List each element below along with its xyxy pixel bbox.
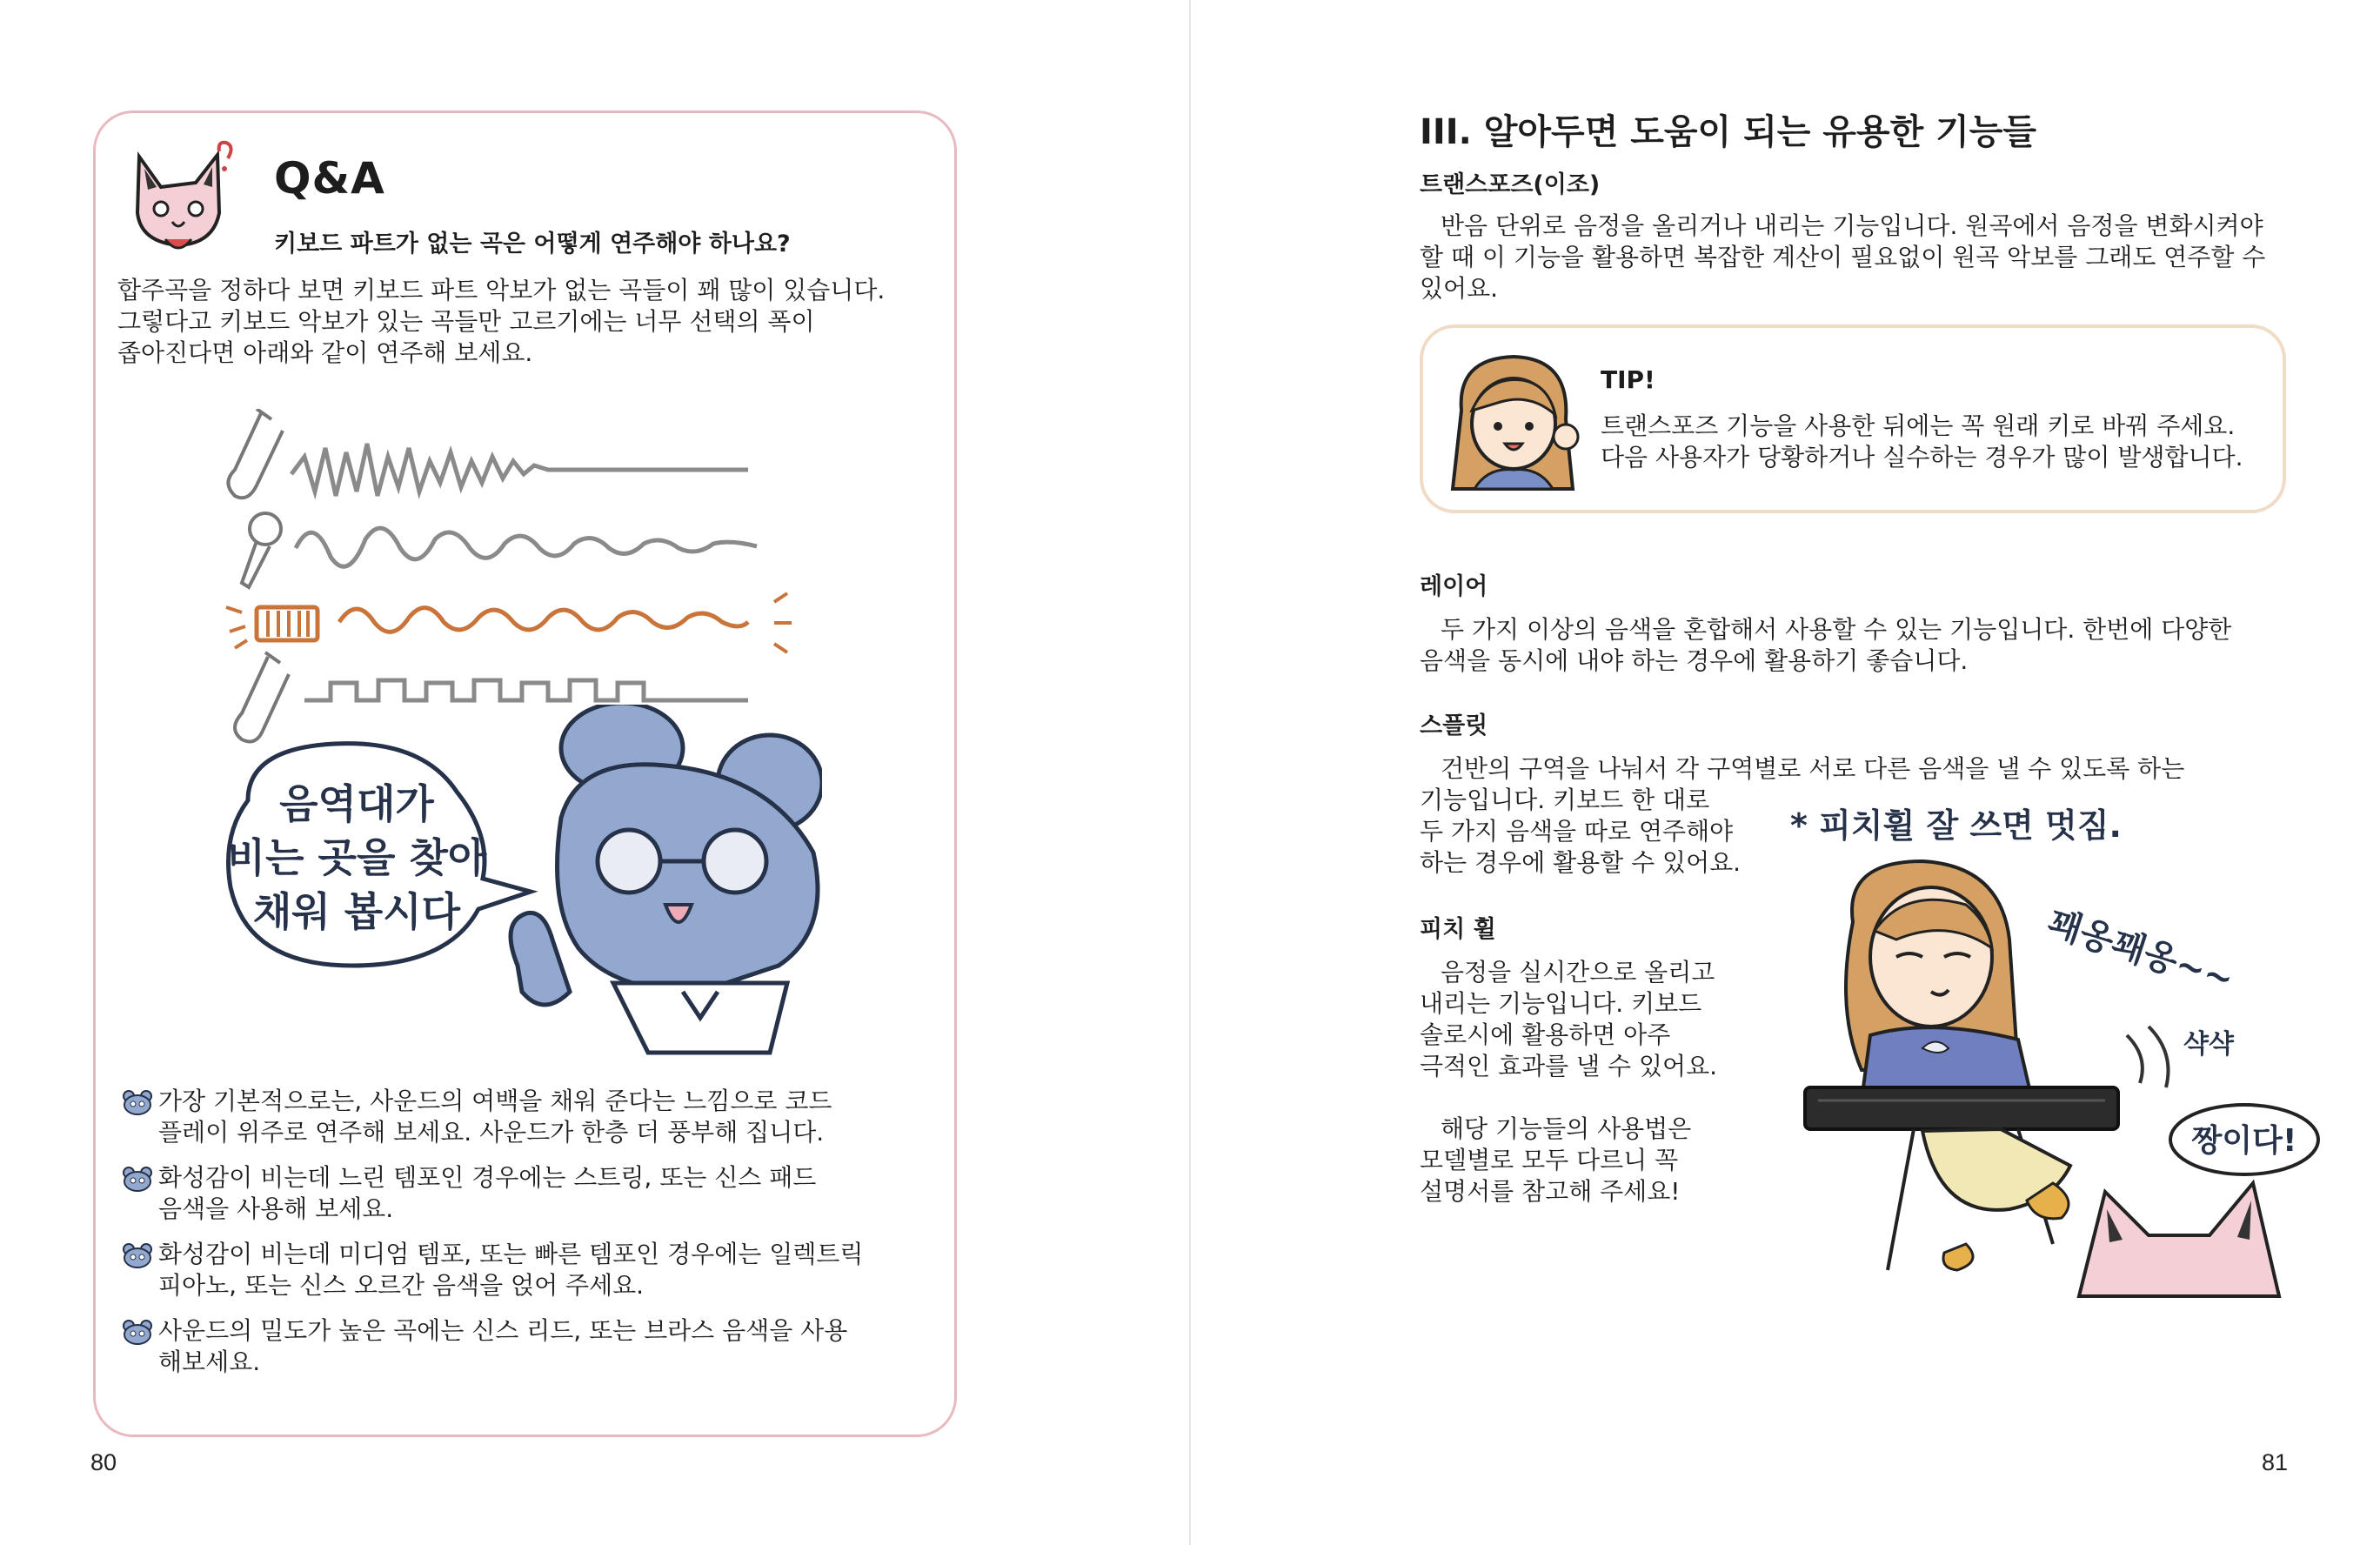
- split-line: 하는 경우에 활용할 수 있어요.: [1420, 848, 1742, 877]
- tip-line: 트랜스포즈 기능을 사용한 뒤에는 꼭 원래 키로 바꿔 주세요.: [1601, 411, 2236, 440]
- tip-line: 사운드의 밀도가 높은 곡에는 신스 리드, 또는 브라스 음색을 사용: [158, 1316, 848, 1345]
- instrument-range-illustration: [217, 409, 809, 748]
- note-line: 설명서를 참고해 주세요!: [1420, 1177, 1681, 1206]
- sound-effect-text: 샥샥: [2183, 1029, 2234, 1060]
- tip-item: [122, 1315, 931, 1378]
- bear-bullet-icon: [122, 1166, 153, 1192]
- pitch-line: 음정을 실시간으로 올리고: [1441, 958, 1715, 987]
- pitch-line: 솔로시에 활용하면 아주: [1420, 1020, 1671, 1049]
- layer-line: 두 가지 이상의 음색을 혼합해서 사용할 수 있는 기능입니다. 한번에 다양한: [1441, 615, 2232, 644]
- split-heading: 스플릿: [1420, 712, 1488, 739]
- transpose-text: [1420, 211, 2265, 304]
- girl-avatar-icon: [1435, 341, 1592, 498]
- synth-keyboard-icon: [1805, 1087, 2118, 1129]
- tip-line: 다음 사용자가 당황하거나 실수하는 경우가 많이 발생합니다.: [1601, 443, 2243, 472]
- pitch-wheel-text: [1420, 957, 1717, 1082]
- tip-item: [122, 1086, 931, 1148]
- tip-line: 음색을 사용해 보세요.: [158, 1194, 394, 1223]
- tip-item: [122, 1162, 931, 1225]
- tip-line: 피아노, 또는 신스 오르간 음색을 얹어 주세요.: [158, 1271, 645, 1300]
- tip-line: 해보세요.: [158, 1348, 261, 1376]
- intro-line: 합주곡을 정하다 보면 키보드 파트 악보가 없는 곡들이 꽤 많이 있습니다.: [117, 276, 886, 304]
- tip-text: [1601, 411, 2243, 473]
- vocal-waveform: [296, 528, 757, 566]
- bear-bullet-icon: [122, 1319, 153, 1345]
- transpose-line: 있어요.: [1420, 274, 1499, 303]
- microphone-icon: [242, 513, 281, 587]
- manual-note: [1420, 1114, 1691, 1207]
- handwritten-note: * 피치휠 잘 쓰면 멋짐.: [1790, 806, 2122, 845]
- bear-icon: [511, 705, 822, 1053]
- pitch-line: 극적인 효과를 낼 수 있어요.: [1420, 1052, 1718, 1080]
- tip-line: 플레이 위주로 연주해 보세요. 사운드가 한층 더 풍부해 집니다.: [158, 1118, 825, 1147]
- layer-heading: 레이어: [1420, 573, 1488, 600]
- sound-effect-text: 꽤옹꽤옹~~: [2042, 902, 2239, 1000]
- speech-line: 비는 곳을 찾아: [226, 834, 487, 881]
- exclaim-text: 짱이다!: [2191, 1123, 2297, 1159]
- intro-line: 그렇다고 키보드 악보가 있는 곡들만 고르기에는 너무 선택의 폭이: [117, 307, 815, 336]
- layer-text: [1420, 614, 2231, 677]
- tip-item: [122, 1239, 931, 1301]
- keyboard-icon: [226, 607, 318, 648]
- tip-line: 가장 기본적으로는, 사운드의 여백을 채워 준다는 느낌으로 코드: [158, 1087, 832, 1115]
- speech-line: 채워 봅시다: [252, 888, 461, 935]
- bear-bullet-icon: [122, 1089, 153, 1115]
- transpose-line: 반음 단위로 음정을 올리거나 내리는 기능입니다. 원곡에서 음정을 변화시켜야: [1441, 211, 2263, 240]
- note-line: 해당 기능들의 사용법은: [1441, 1114, 1692, 1143]
- layer-line: 음색을 동시에 내야 하는 경우에 활용하기 좋습니다.: [1420, 646, 1969, 675]
- qa-intro: [117, 275, 926, 369]
- qa-question: 키보드 파트가 없는 곡은 어떻게 연주해야 하나요?: [274, 231, 791, 258]
- keyboard-waveform: [339, 608, 748, 632]
- bass-waveform: [304, 680, 748, 700]
- tip-line: 화성감이 비는데 미디엄 템포, 또는 빠른 템포인 경우에는 일렉트릭: [158, 1240, 864, 1268]
- split-line: 두 가지 음색을 따로 연주해야: [1420, 817, 1734, 846]
- bear-character-illustration: [213, 705, 822, 1070]
- qa-title: Q&A: [274, 153, 385, 204]
- note-line: 모델별로 모두 다르니 꼭: [1420, 1146, 1679, 1174]
- page-number-left: 80: [90, 1449, 117, 1475]
- tip-line: 화성감이 비는데 느린 템포인 경우에는 스트링, 또는 신스 패드: [158, 1163, 817, 1192]
- split-line: 건반의 구역을 나눠서 각 구역별로 서로 다른 음색을 낼 수 있도록 하는: [1441, 754, 2185, 783]
- section-title: III. 알아두면 도움이 되는 유용한 기능들: [1420, 112, 2037, 152]
- keyboard-player-illustration: [1792, 853, 2331, 1305]
- electric-guitar-icon: [229, 409, 284, 498]
- page-number-right: 81: [2262, 1449, 2289, 1475]
- tip-title: TIP!: [1601, 365, 1655, 394]
- transpose-heading: 트랜스포즈(이조): [1420, 171, 1601, 198]
- bear-bullet-icon: [122, 1242, 153, 1268]
- split-line: 기능입니다. 키보드 한 대로: [1420, 786, 1710, 814]
- cat-mascot-icon: [122, 139, 244, 261]
- speech-line: 음역대가: [279, 780, 434, 827]
- intro-line: 좁아진다면 아래와 같이 연주해 보세요.: [117, 338, 533, 367]
- guitar-waveform: [291, 444, 748, 496]
- transpose-line: 할 때 이 기능을 활용하면 복잡한 계산이 필요없이 원곡 악보를 그래도 연주할 수: [1420, 243, 2266, 271]
- pitch-wheel-heading: 피치 휠: [1420, 916, 1496, 943]
- tips-list: [122, 1086, 931, 1392]
- pitch-line: 내리는 기능입니다. 키보드: [1420, 989, 1702, 1018]
